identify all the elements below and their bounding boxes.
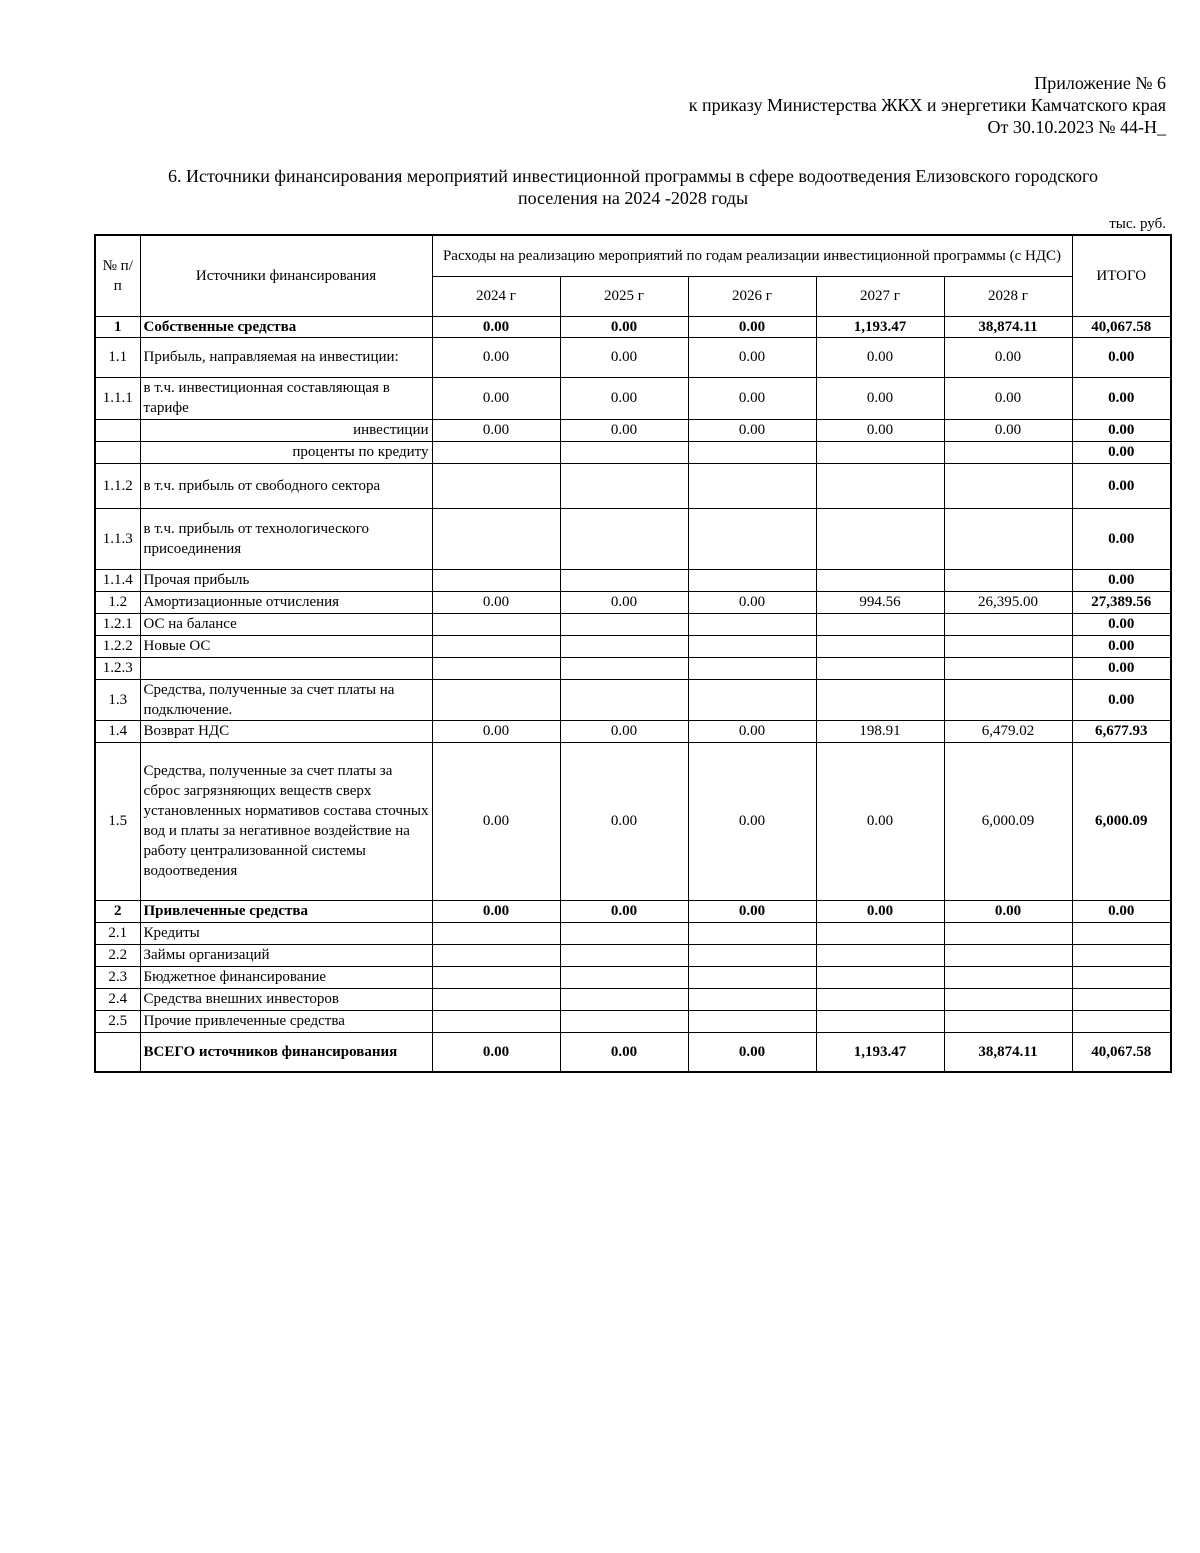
row-number: 2.2 [95, 944, 140, 966]
row-number: 2 [95, 900, 140, 922]
row-total-value: 0.00 [1072, 377, 1171, 419]
table-row [95, 900, 1171, 922]
row-year-value: 0.00 [560, 900, 688, 922]
row-year-value: 0.00 [432, 720, 560, 742]
row-source-name: в т.ч. инвестиционная составляющая в тарифе [140, 377, 432, 419]
row-year-value: 0.00 [560, 316, 688, 337]
table-row [95, 419, 1171, 441]
row-source-name: Займы организаций [140, 944, 432, 966]
title-line-1: 6. Источники финансирования мероприятий инвестиционной программы в сфере водоотведения Елизовского городского [168, 166, 1098, 186]
row-year-value [688, 613, 816, 635]
row-number: 1.1 [95, 337, 140, 377]
row-year-value [944, 944, 1072, 966]
row-total-value: 0.00 [1072, 569, 1171, 591]
row-number: 1.2.1 [95, 613, 140, 635]
row-year-value [816, 635, 944, 657]
row-year-value [944, 988, 1072, 1010]
order-reference: к приказу Министерства ЖКХ и энергетики Камчатского края [688, 95, 1166, 115]
row-year-value [688, 922, 816, 944]
row-source-name: инвестиции [140, 419, 432, 441]
row-year-value: 0.00 [688, 591, 816, 613]
column-header-year: 2026 г [688, 276, 816, 316]
row-total-value: 0.00 [1072, 635, 1171, 657]
row-year-value [688, 944, 816, 966]
row-year-value [944, 966, 1072, 988]
row-year-value: 0.00 [688, 377, 816, 419]
row-year-value [560, 569, 688, 591]
table-row [95, 988, 1171, 1010]
row-source-name: в т.ч. прибыль от технологического присоединения [140, 508, 432, 569]
table-row [95, 591, 1171, 613]
row-source-name: Прочая прибыль [140, 569, 432, 591]
table-row [95, 569, 1171, 591]
row-number: 1.3 [95, 679, 140, 720]
row-year-value: 994.56 [816, 591, 944, 613]
row-year-value: 198.91 [816, 720, 944, 742]
row-year-value: 0.00 [944, 419, 1072, 441]
row-year-value: 0.00 [816, 900, 944, 922]
row-year-value [688, 569, 816, 591]
row-year-value: 0.00 [816, 377, 944, 419]
row-total-value: 0.00 [1072, 337, 1171, 377]
row-number: 1.4 [95, 720, 140, 742]
row-year-value [816, 966, 944, 988]
row-total-value: 0.00 [1072, 679, 1171, 720]
row-year-value [816, 922, 944, 944]
row-number: 1.5 [95, 742, 140, 900]
row-year-value: 0.00 [688, 337, 816, 377]
row-year-value [560, 463, 688, 508]
row-number [95, 1032, 140, 1072]
row-year-value [944, 657, 1072, 679]
row-source-name [140, 657, 432, 679]
table-row [95, 463, 1171, 508]
row-year-value: 0.00 [688, 1032, 816, 1072]
document-header [689, 72, 1166, 138]
row-year-value: 0.00 [432, 742, 560, 900]
row-number: 2.1 [95, 922, 140, 944]
row-year-value: 6,479.02 [944, 720, 1072, 742]
row-year-value [944, 508, 1072, 569]
order-date-number: От 30.10.2023 № 44-Н_ [987, 117, 1166, 137]
row-number: 1.2.2 [95, 635, 140, 657]
row-year-value [816, 657, 944, 679]
column-header-year: 2025 г [560, 276, 688, 316]
row-source-name: ВСЕГО источников финансирования [140, 1032, 432, 1072]
row-year-value: 0.00 [688, 419, 816, 441]
row-year-value [688, 657, 816, 679]
row-year-value [432, 463, 560, 508]
row-year-value [944, 463, 1072, 508]
table-row [95, 944, 1171, 966]
row-total-value: 0.00 [1072, 441, 1171, 463]
row-year-value [944, 569, 1072, 591]
appendix-label: Приложение № 6 [1034, 73, 1166, 93]
row-year-value [432, 569, 560, 591]
row-year-value [816, 441, 944, 463]
row-total-value: 0.00 [1072, 613, 1171, 635]
document-title [96, 165, 1170, 209]
row-total-value: 6,000.09 [1072, 742, 1171, 900]
row-year-value [560, 508, 688, 569]
row-year-value [816, 508, 944, 569]
financing-table [94, 234, 1172, 1073]
row-year-value [432, 922, 560, 944]
row-number: 1 [95, 316, 140, 337]
row-year-value: 0.00 [944, 900, 1072, 922]
row-year-value: 0.00 [688, 720, 816, 742]
row-source-name: Собственные средства [140, 316, 432, 337]
column-header-year: 2027 г [816, 276, 944, 316]
table-row [95, 377, 1171, 419]
row-year-value [432, 613, 560, 635]
column-header-expenses: Расходы на реализацию мероприятий по годам реализации инвестиционной программы (с НДС) [432, 235, 1072, 276]
row-year-value: 0.00 [432, 316, 560, 337]
row-year-value [560, 679, 688, 720]
column-header-year: 2028 г [944, 276, 1072, 316]
row-year-value [688, 635, 816, 657]
row-year-value: 0.00 [560, 742, 688, 900]
row-number: 1.1.2 [95, 463, 140, 508]
row-year-value [944, 613, 1072, 635]
row-year-value [432, 966, 560, 988]
row-total-value: 40,067.58 [1072, 316, 1171, 337]
row-year-value [560, 988, 688, 1010]
table-row [95, 1032, 1171, 1072]
table-row [95, 679, 1171, 720]
row-year-value [944, 922, 1072, 944]
row-number: 2.4 [95, 988, 140, 1010]
row-year-value: 0.00 [432, 419, 560, 441]
row-year-value [432, 657, 560, 679]
row-year-value: 0.00 [432, 1032, 560, 1072]
row-source-name: Средства внешних инвесторов [140, 988, 432, 1010]
table-row [95, 441, 1171, 463]
row-year-value [688, 508, 816, 569]
row-year-value [816, 944, 944, 966]
row-year-value [560, 944, 688, 966]
table-row [95, 508, 1171, 569]
row-source-name: Возврат НДС [140, 720, 432, 742]
row-source-name: в т.ч. прибыль от свободного сектора [140, 463, 432, 508]
row-number: 1.2 [95, 591, 140, 613]
row-year-value: 0.00 [432, 900, 560, 922]
row-total-value: 40,067.58 [1072, 1032, 1171, 1072]
row-year-value [560, 441, 688, 463]
row-source-name: ОС на балансе [140, 613, 432, 635]
row-year-value [432, 944, 560, 966]
row-total-value: 0.00 [1072, 419, 1171, 441]
row-source-name: Средства, полученные за счет платы на подключение. [140, 679, 432, 720]
row-total-value: 0.00 [1072, 463, 1171, 508]
row-number [95, 441, 140, 463]
table-row [95, 657, 1171, 679]
row-total-value: 6,677.93 [1072, 720, 1171, 742]
table-row [95, 337, 1171, 377]
row-year-value [816, 1010, 944, 1032]
row-source-name: Новые ОС [140, 635, 432, 657]
column-header-source: Источники финансирования [140, 235, 432, 316]
row-year-value: 26,395.00 [944, 591, 1072, 613]
row-year-value [688, 441, 816, 463]
row-year-value [560, 657, 688, 679]
row-year-value: 0.00 [816, 742, 944, 900]
row-year-value: 0.00 [432, 591, 560, 613]
row-total-value [1072, 966, 1171, 988]
table-row [95, 613, 1171, 635]
row-year-value [432, 988, 560, 1010]
row-number: 1.2.3 [95, 657, 140, 679]
row-year-value [432, 679, 560, 720]
row-year-value: 0.00 [944, 337, 1072, 377]
table-row [95, 966, 1171, 988]
row-year-value: 0.00 [432, 337, 560, 377]
table-row [95, 720, 1171, 742]
row-total-value: 0.00 [1072, 508, 1171, 569]
row-number: 1.1.1 [95, 377, 140, 419]
row-year-value: 38,874.11 [944, 316, 1072, 337]
row-year-value: 0.00 [688, 742, 816, 900]
row-year-value [688, 966, 816, 988]
row-source-name: Бюджетное финансирование [140, 966, 432, 988]
row-year-value [688, 1010, 816, 1032]
row-year-value: 0.00 [944, 377, 1072, 419]
row-year-value [432, 1010, 560, 1032]
row-year-value [944, 1010, 1072, 1032]
table-row [95, 1010, 1171, 1032]
row-year-value [432, 441, 560, 463]
row-year-value [816, 569, 944, 591]
row-source-name: Прибыль, направляемая на инвестиции: [140, 337, 432, 377]
row-year-value: 1,193.47 [816, 316, 944, 337]
table-row [95, 742, 1171, 900]
row-source-name: Амортизационные отчисления [140, 591, 432, 613]
row-source-name: Кредиты [140, 922, 432, 944]
row-total-value [1072, 944, 1171, 966]
row-year-value: 0.00 [688, 900, 816, 922]
row-source-name: Привлеченные средства [140, 900, 432, 922]
row-year-value [688, 679, 816, 720]
row-number: 2.3 [95, 966, 140, 988]
row-source-name: проценты по кредиту [140, 441, 432, 463]
row-source-name: Прочие привлеченные средства [140, 1010, 432, 1032]
row-year-value: 0.00 [432, 377, 560, 419]
row-year-value [432, 508, 560, 569]
units-label: тыс. руб. [1109, 216, 1166, 232]
row-number [95, 419, 140, 441]
row-total-value [1072, 988, 1171, 1010]
row-year-value [688, 988, 816, 1010]
row-year-value [816, 679, 944, 720]
row-year-value [432, 635, 560, 657]
row-year-value: 0.00 [560, 337, 688, 377]
row-total-value: 0.00 [1072, 657, 1171, 679]
row-year-value: 38,874.11 [944, 1032, 1072, 1072]
row-year-value: 0.00 [560, 419, 688, 441]
row-year-value: 0.00 [688, 316, 816, 337]
row-year-value [944, 679, 1072, 720]
column-header-total: ИТОГО [1072, 235, 1171, 316]
column-header-number: № п/п [95, 235, 140, 316]
row-year-value: 0.00 [560, 591, 688, 613]
row-number: 2.5 [95, 1010, 140, 1032]
title-line-2: поселения на 2024 -2028 годы [517, 188, 749, 208]
row-year-value [560, 1010, 688, 1032]
row-year-value: 0.00 [560, 377, 688, 419]
row-year-value: 0.00 [816, 419, 944, 441]
row-number: 1.1.4 [95, 569, 140, 591]
row-year-value [688, 463, 816, 508]
row-total-value: 0.00 [1072, 900, 1171, 922]
row-year-value [816, 463, 944, 508]
row-year-value [560, 613, 688, 635]
row-total-value [1072, 922, 1171, 944]
row-year-value [816, 613, 944, 635]
row-year-value [944, 441, 1072, 463]
row-year-value: 6,000.09 [944, 742, 1072, 900]
row-year-value: 0.00 [560, 1032, 688, 1072]
row-year-value [816, 988, 944, 1010]
table-row [95, 922, 1171, 944]
row-year-value: 1,193.47 [816, 1032, 944, 1072]
row-year-value [560, 922, 688, 944]
row-year-value: 0.00 [560, 720, 688, 742]
table-row [95, 316, 1171, 337]
row-number: 1.1.3 [95, 508, 140, 569]
row-total-value: 27,389.56 [1072, 591, 1171, 613]
table-row [95, 635, 1171, 657]
row-year-value [560, 966, 688, 988]
row-year-value: 0.00 [816, 337, 944, 377]
row-source-name: Средства, полученные за счет платы за сброс загрязняющих веществ сверх установленных нормативов состава сточных вод и платы за негативное воздействие на работу централизованной системы водоотведения [140, 742, 432, 900]
row-year-value [560, 635, 688, 657]
row-total-value [1072, 1010, 1171, 1032]
row-year-value [944, 635, 1072, 657]
column-header-year: 2024 г [432, 276, 560, 316]
